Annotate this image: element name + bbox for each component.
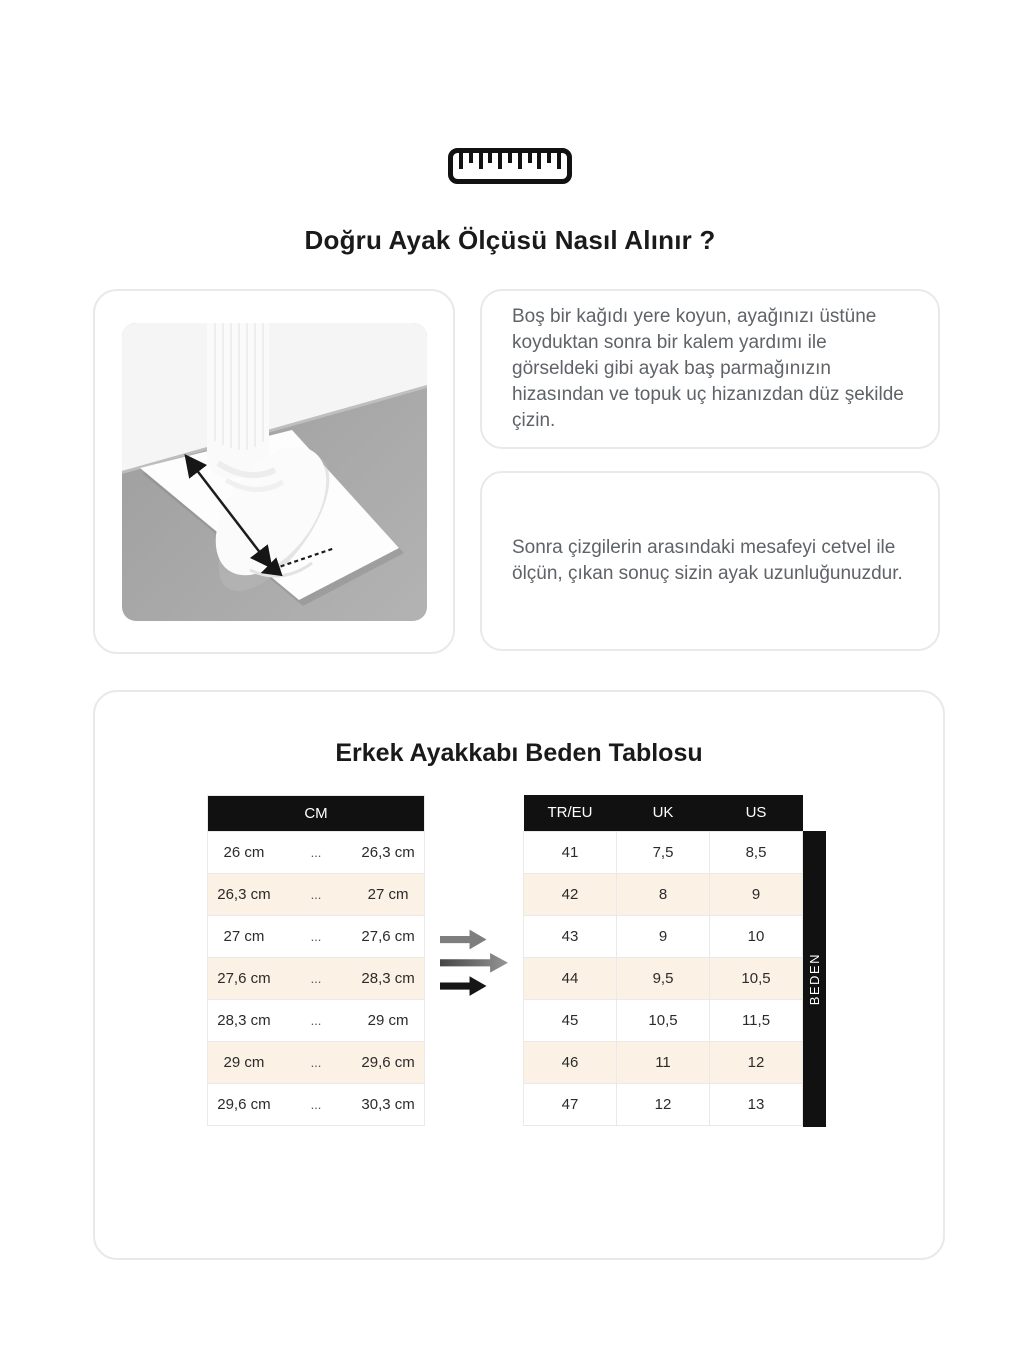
instruction-text-1: Boş bir kağıdı yere koyun, ayağınızı üstüne koyduktan sonra bir kalem yardımı ile görseldeki gibi ayak baş parmağınızın hizasından ve topuk uç hizanızdan düz şekilde çizin. xyxy=(512,306,904,431)
size-table-header-cell: US xyxy=(710,795,803,831)
cm-separator-cell: ... xyxy=(280,958,352,1000)
size-table-row xyxy=(524,1041,803,1083)
size-cell: 10,5 xyxy=(710,957,803,999)
size-table-row xyxy=(524,999,803,1041)
cm-to-cell: 30,3 cm xyxy=(352,1084,424,1126)
ruler-icon xyxy=(448,148,572,189)
cm-table-header-row xyxy=(208,796,425,832)
size-table-head-row xyxy=(524,795,803,831)
size-cell: 8,5 xyxy=(710,831,803,873)
size-cell: 10 xyxy=(710,915,803,957)
cm-from-cell: 27,6 cm xyxy=(208,958,280,1000)
instruction-text-2: Sonra çizgilerin arasındaki mesafeyi cetvel ile ölçün, çıkan sonuç sizin ayak uzunluğunuzdur. xyxy=(512,537,903,584)
cm-separator-cell: ... xyxy=(280,1000,352,1042)
size-table-body xyxy=(524,831,803,1125)
size-cell: 12 xyxy=(710,1041,803,1083)
cm-table-row xyxy=(208,1084,425,1126)
size-table-row xyxy=(524,915,803,957)
size-cell: 11 xyxy=(617,1041,710,1083)
size-table xyxy=(523,795,803,1126)
size-cell: 43 xyxy=(524,915,617,957)
page-title: Doğru Ayak Ölçüsü Nasıl Alınır ? xyxy=(304,225,716,255)
cm-separator-cell: ... xyxy=(280,874,352,916)
cm-table-row xyxy=(208,1042,425,1084)
instruction-card-1 xyxy=(480,289,940,449)
size-cell: 13 xyxy=(710,1083,803,1125)
cm-from-cell: 27 cm xyxy=(208,916,280,958)
size-cell: 47 xyxy=(524,1083,617,1125)
cm-separator-cell: ... xyxy=(280,916,352,958)
size-cell: 11,5 xyxy=(710,999,803,1041)
size-cell: 12 xyxy=(617,1083,710,1125)
cm-table-row xyxy=(208,958,425,1000)
cm-from-cell: 29 cm xyxy=(208,1042,280,1084)
cm-separator-cell: ... xyxy=(280,832,352,874)
cm-table-row xyxy=(208,1000,425,1042)
foot-photo-card xyxy=(93,289,455,654)
cm-from-cell: 26,3 cm xyxy=(208,874,280,916)
cm-to-cell: 28,3 cm xyxy=(352,958,424,1000)
size-cell: 41 xyxy=(524,831,617,873)
cm-separator-cell: ... xyxy=(280,1042,352,1084)
cm-to-cell: 26,3 cm xyxy=(352,832,424,874)
cm-separator-cell: ... xyxy=(280,1084,352,1126)
size-cell: 44 xyxy=(524,957,617,999)
instruction-cards-column xyxy=(480,289,940,654)
size-cell: 42 xyxy=(524,873,617,915)
cm-table-row xyxy=(208,832,425,874)
instruction-card-2 xyxy=(480,471,940,651)
size-cell: 7,5 xyxy=(617,831,710,873)
cm-table-header-cell: CM xyxy=(208,796,425,832)
cm-from-cell: 28,3 cm xyxy=(208,1000,280,1042)
size-cell: 9,5 xyxy=(617,957,710,999)
cm-table xyxy=(207,795,425,1126)
size-cell: 9 xyxy=(617,915,710,957)
cm-from-cell: 29,6 cm xyxy=(208,1084,280,1126)
cm-table-row xyxy=(208,874,425,916)
size-table-row xyxy=(524,873,803,915)
size-table-title: Erkek Ayakkabı Beden Tablosu xyxy=(335,739,703,767)
size-table-header-cell: UK xyxy=(617,795,710,831)
cm-table-body xyxy=(208,832,425,1126)
beden-side-label xyxy=(803,831,826,1127)
size-cell: 45 xyxy=(524,999,617,1041)
size-table-card xyxy=(93,690,945,1260)
foot-measurement-photo xyxy=(122,323,427,621)
size-cell: 9 xyxy=(710,873,803,915)
size-table-row xyxy=(524,831,803,873)
cm-to-cell: 27,6 cm xyxy=(352,916,424,958)
cm-to-cell: 29,6 cm xyxy=(352,1042,424,1084)
conversion-arrows-icon xyxy=(440,922,508,1000)
tables-row xyxy=(95,795,943,1126)
beden-side-label-text: BEDEN xyxy=(807,952,822,1006)
cm-from-cell: 26 cm xyxy=(208,832,280,874)
cm-to-cell: 29 cm xyxy=(352,1000,424,1042)
size-cell: 46 xyxy=(524,1041,617,1083)
size-table-row xyxy=(524,957,803,999)
cm-to-cell: 27 cm xyxy=(352,874,424,916)
instructions-row xyxy=(93,289,1020,654)
size-table-header-cell: TR/EU xyxy=(524,795,617,831)
size-cell: 10,5 xyxy=(617,999,710,1041)
international-size-table-wrap xyxy=(523,795,822,1126)
size-cell: 8 xyxy=(617,873,710,915)
size-table-row xyxy=(524,1083,803,1125)
cm-table-row xyxy=(208,916,425,958)
